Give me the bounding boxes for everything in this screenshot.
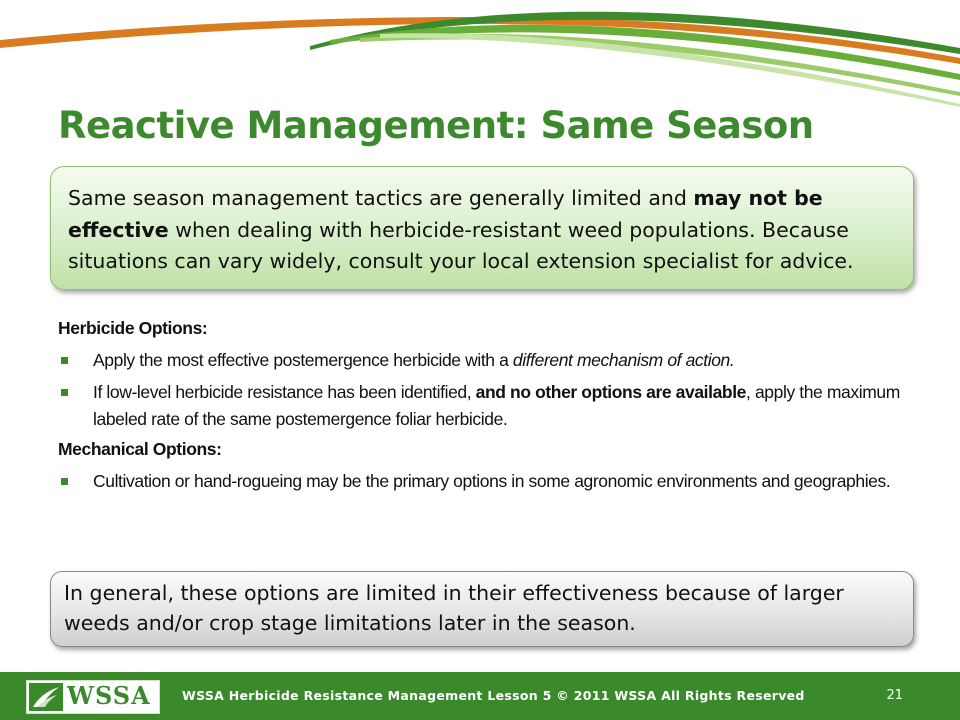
bullet-text: Apply the most effective postemergence herbicide with a [93,350,513,370]
bullet-bold: and no other options are available [475,382,747,402]
square-bullet-icon [61,478,68,485]
bullet-text: If low-level herbicide resistance has been identified, [93,382,476,402]
intro-text-continued: when dealing with herbicide-resistant weed populations. Because situations can vary widely, consult your local extension specialist for advice. [68,217,854,273]
logo-text: WSSA [67,681,151,710]
square-bullet-icon [61,389,68,396]
intro-callout [50,166,914,290]
page-title: Reactive Management: Same Season [58,104,814,147]
mechanical-options-heading: Mechanical Options: [58,439,222,459]
list-item [58,347,908,374]
bullet-italic: different mechanism of action. [512,350,735,370]
square-bullet-icon [61,357,68,364]
bullet-text-continued: , apply the maximum labeled rate of the same postemergence foliar herbicide. [93,382,900,429]
herbicide-options-heading: Herbicide Options: [58,318,208,338]
wssa-logo [26,680,160,714]
wssa-logo-icon [29,683,63,711]
intro-emphasis: may not be effective [68,186,823,242]
options-list [58,316,908,499]
page-number: 21 [886,688,903,703]
footer-copyright: WSSA Herbicide Resistance Management Lesson 5 © 2011 WSSA All Rights Reserved [182,688,805,703]
summary-callout: In general, these options are limited in their effectiveness because of larger weeds and/or crop stage limitations later in the season. [50,571,914,647]
list-item [58,379,908,433]
footer-bar [0,672,960,720]
intro-text: Same season management tactics are generally limited and [68,186,694,210]
header-swoosh-graphic [0,0,960,110]
list-item [58,468,908,495]
bullet-text: Cultivation or hand-rogueing may be the primary options in some agronomic environments and geographies. [93,471,891,491]
